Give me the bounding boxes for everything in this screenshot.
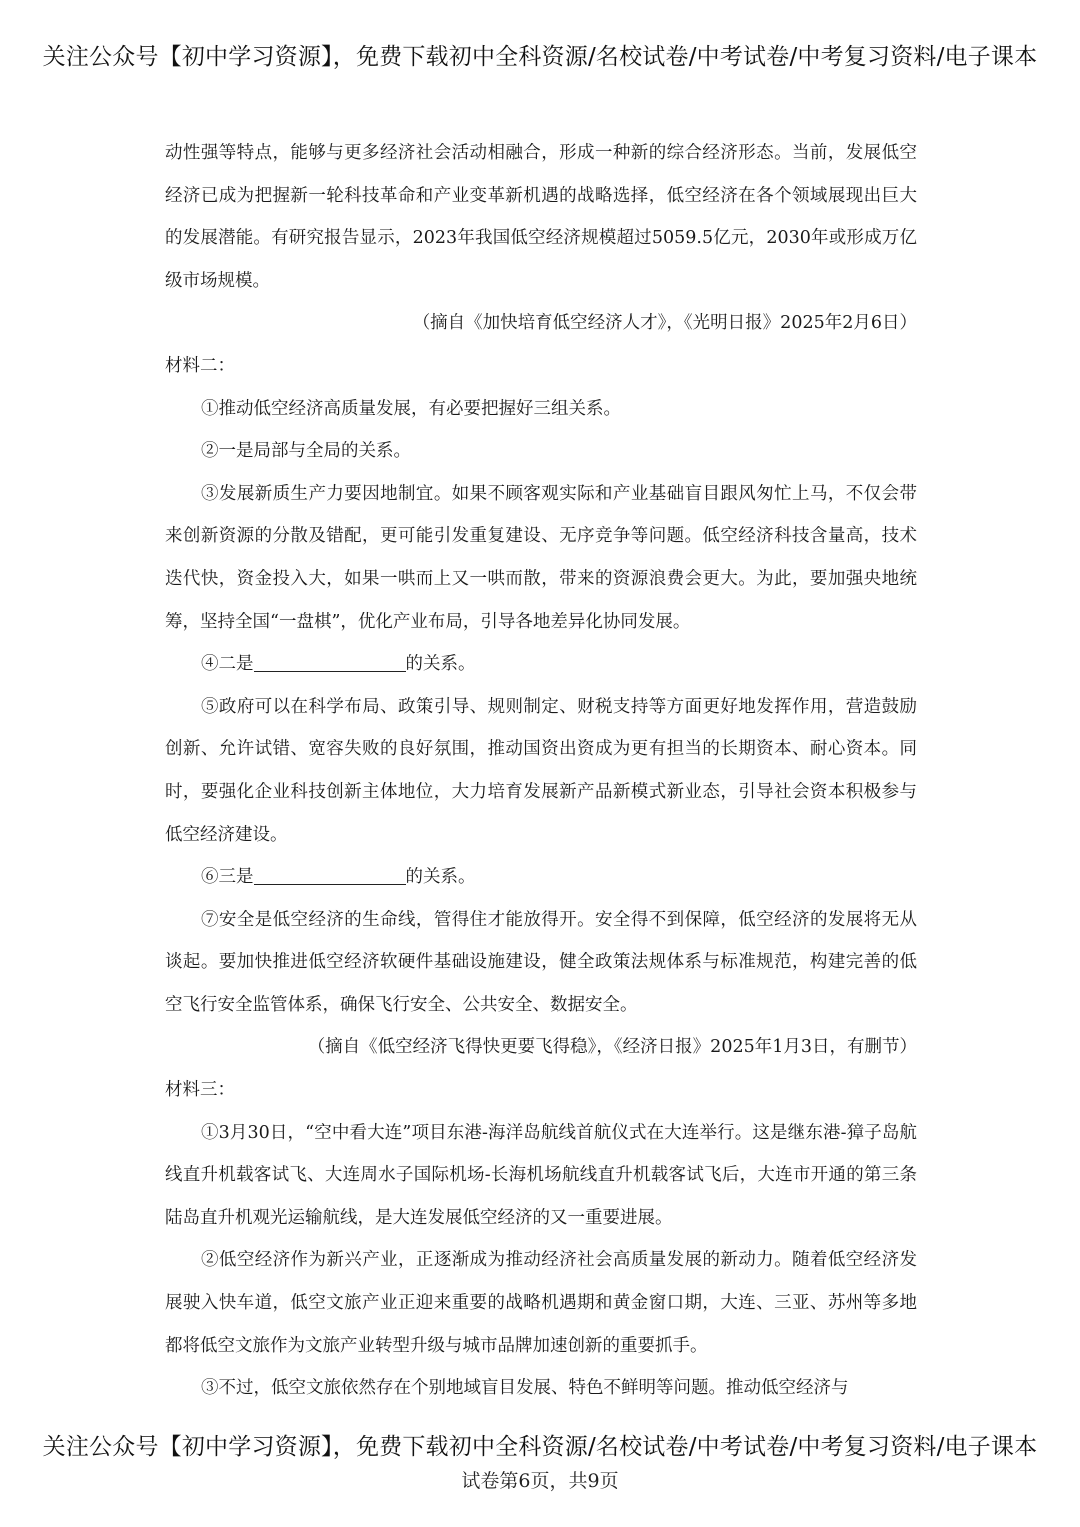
material1-source: （摘自《加快培育低空经济人才》，《光明日报》2025年2月6日）	[412, 313, 917, 334]
material2-heading: 材料二：	[165, 355, 235, 376]
material2-p3: ③发展新质生产力要因地制宜。如果不顾客观实际和产业基础盲目跟风匆忙上马，不仅会带来创新资源的分散及错配，更可能引发重复建设、无序竞争等问题。低空经济科技含量高，技术迭代快，资金投入大，如果一哄而上又一哄而散，带来的资源浪费会更大。为此，要加强央地统筹，坚持全国“一盘棋”，优化产业布局，引导各地差异化协同发展。	[165, 483, 917, 632]
bottom-banner: 关注公众号【初中学习资源】，免费下载初中全科资源/名校试卷/中考试卷/中考复习资料/电子课本	[42, 1434, 1038, 1460]
p6-suffix: 的关系。	[405, 867, 476, 888]
material3-p1: ①3月30日，“空中看大连”项目东港-海洋岛航线首航仪式在大连举行。这是继东港-獐子岛航线直升机载客试飞、大连周水子国际机场-长海机场航线直升机载客试飞后，大连市开通的第三条陆岛直升机观光运输航线，是大连发展低空经济的又一重要进展。	[165, 1122, 917, 1228]
p4-prefix: ④二是	[201, 654, 254, 675]
top-banner: 关注公众号【初中学习资源】，免费下载初中全科资源/名校试卷/中考试卷/中考复习资料/电子课本	[42, 44, 1038, 70]
material2-p2: ②一是局部与全局的关系。	[201, 441, 411, 462]
document-body	[165, 132, 917, 1410]
material2-p6	[165, 856, 917, 899]
material2-source: （摘自《低空经济飞得快更要飞得稳》，《经济日报》2025年1月3日，有删节）	[307, 1037, 917, 1058]
material3-heading: 材料三：	[165, 1080, 235, 1101]
p6-prefix: ⑥三是	[201, 867, 254, 888]
material2-p7: ⑦安全是低空经济的生命线，管得住才能放得开。安全得不到保障，低空经济的发展将无从谈起。要加快推进低空经济软硬件基础设施建设，健全政策法规体系与标准规范，构建完善的低空飞行安全监管体系，确保飞行安全、公共安全、数据安全。	[165, 909, 917, 1015]
material3-p2: ②低空经济作为新兴产业，正逐渐成为推动经济社会高质量发展的新动力。随着低空经济发展驶入快车道，低空文旅产业正迎来重要的战略机遇期和黄金窗口期，大连、三亚、苏州等多地都将低空文旅作为文旅产业转型升级与城市品牌加速创新的重要抓手。	[165, 1250, 917, 1356]
fill-blank-2[interactable]	[254, 867, 406, 886]
material1-paragraph: 动性强等特点，能够与更多经济社会活动相融合，形成一种新的综合经济形态。当前，发展低空经济已成为把握新一轮科技革命和产业变革新机遇的战略选择，低空经济在各个领域展现出巨大的发展潜能。有研究报告显示，2023年我国低空经济规模超过5059.5亿元，2030年或形成万亿级市场规模。	[165, 143, 917, 291]
material2-p4	[165, 643, 917, 686]
material3-p3: ③不过，低空文旅依然存在个别地域盲目发展、特色不鲜明等问题。推动低空经济与	[201, 1378, 849, 1399]
fill-blank-1[interactable]	[254, 654, 406, 673]
p4-suffix: 的关系。	[405, 654, 476, 675]
material2-p5: ⑤政府可以在科学布局、政策引导、规则制定、财税支持等方面更好地发挥作用，营造鼓励创新、允许试错、宽容失败的良好氛围，推动国资出资成为更有担当的长期资本、耐心资本。同时，要强化企业科技创新主体地位，大力培育发展新产品新模式新业态，引导社会资本积极参与低空经济建设。	[165, 696, 917, 845]
material2-p1: ①推动低空经济高质量发展，有必要把握好三组关系。	[201, 398, 621, 419]
page-number: 试卷第6页，共9页	[461, 1470, 619, 1492]
